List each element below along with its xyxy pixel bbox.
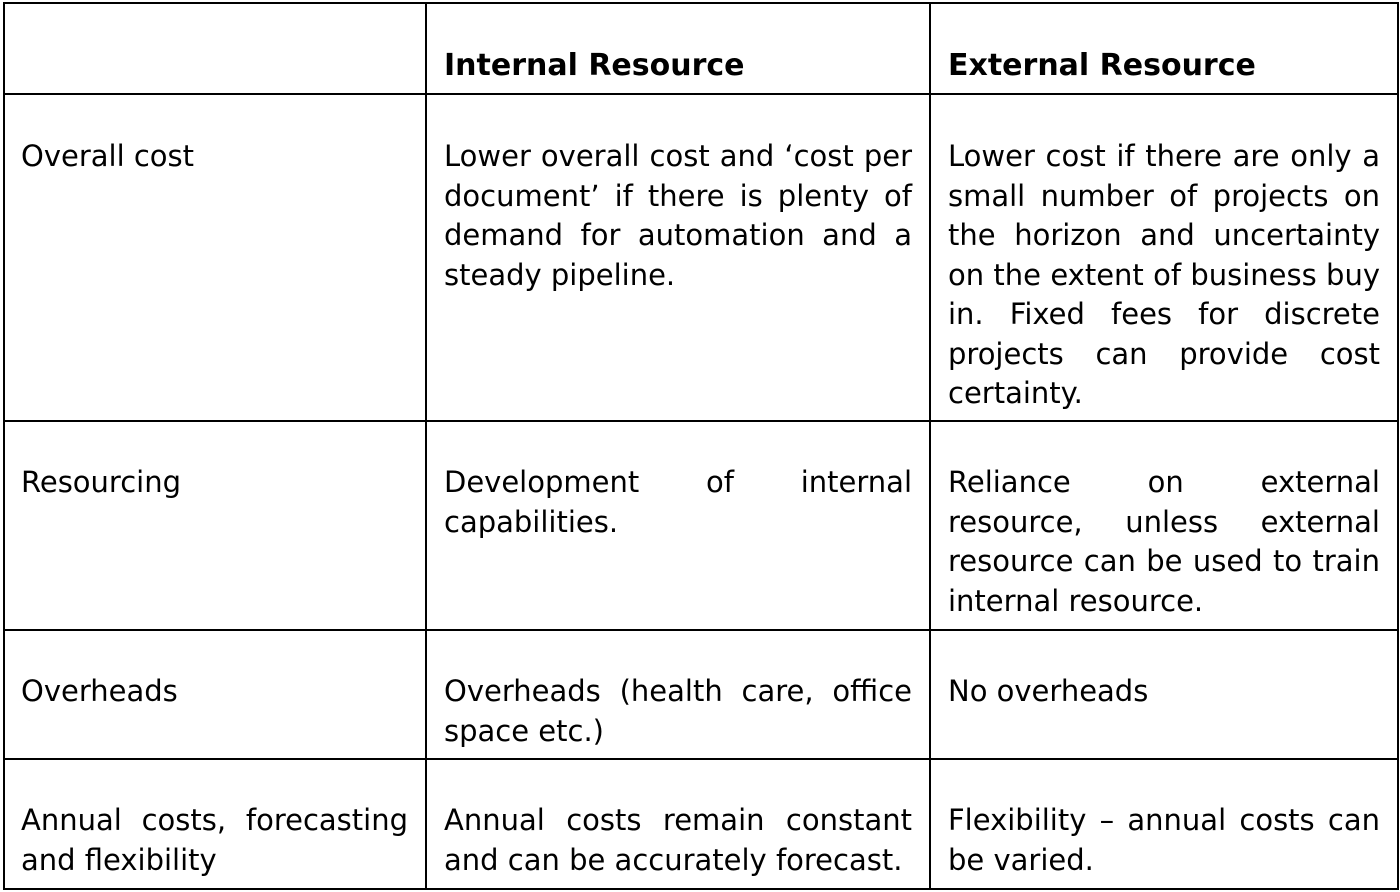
internal-text: Lower overall cost and ‘cost per document’ if there is plenty of demand for automation and a steady pipeline. bbox=[444, 139, 912, 292]
external-text: Lower cost if there are only a small number of projects on the horizon and uncertainty on the extent of business buy in. Fixed fees for discrete projects can provide cost certainty. bbox=[948, 139, 1380, 410]
internal-cell bbox=[426, 421, 930, 630]
row-label-cell bbox=[4, 630, 426, 759]
row-label: Overheads bbox=[21, 674, 178, 708]
header-external-resource: External Resource bbox=[948, 48, 1256, 83]
header-row bbox=[4, 3, 1398, 94]
header-cell-internal bbox=[426, 3, 930, 94]
row-label-cell bbox=[4, 94, 426, 421]
internal-cell bbox=[426, 630, 930, 759]
row-label-cell bbox=[4, 421, 426, 630]
table-row bbox=[4, 630, 1398, 759]
internal-cell bbox=[426, 759, 930, 889]
row-label: Overall cost bbox=[21, 139, 195, 173]
table-row bbox=[4, 94, 1398, 421]
external-cell bbox=[930, 759, 1398, 889]
header-cell-external bbox=[930, 3, 1398, 94]
row-label: Resourcing bbox=[21, 465, 181, 499]
internal-text: Annual costs remain constant and can be accurately forecast. bbox=[444, 803, 912, 877]
internal-text: Overheads (health care, office space etc.) bbox=[444, 674, 912, 748]
external-text: Reliance on external resource, unless external resource can be used to train internal resource. bbox=[948, 465, 1380, 618]
row-label-cell bbox=[4, 759, 426, 889]
external-text: No overheads bbox=[948, 674, 1149, 708]
header-label-empty bbox=[5, 4, 425, 46]
internal-cell bbox=[426, 94, 930, 421]
row-label: Annual costs, forecasting and flexibility bbox=[21, 803, 408, 877]
external-cell bbox=[930, 421, 1398, 630]
table-row bbox=[4, 759, 1398, 889]
header-cell-empty bbox=[4, 3, 426, 94]
header-internal-resource: Internal Resource bbox=[444, 48, 745, 83]
table-row bbox=[4, 421, 1398, 630]
external-cell bbox=[930, 630, 1398, 759]
comparison-table bbox=[3, 2, 1399, 890]
external-cell bbox=[930, 94, 1398, 421]
internal-text: Development of internal capabilities. bbox=[444, 465, 912, 539]
external-text: Flexibility – annual costs can be varied. bbox=[948, 803, 1380, 877]
